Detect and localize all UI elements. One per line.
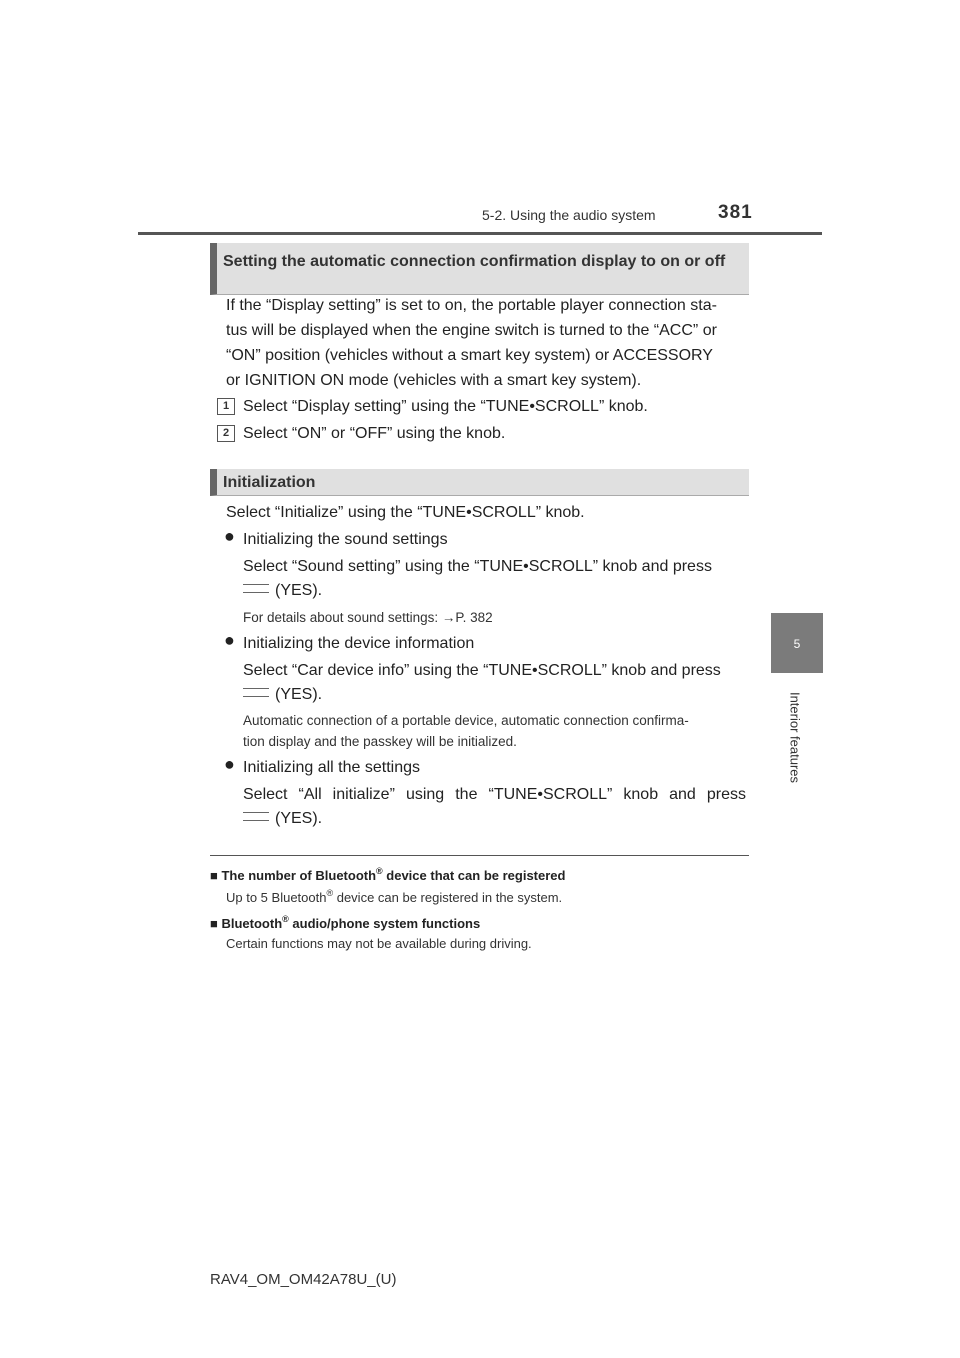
step-number-badge: 1 xyxy=(217,398,235,415)
note-marker-icon: ■ xyxy=(210,916,218,931)
item-instruction-end: (YES). xyxy=(275,686,323,703)
note-title: ■ Bluetooth® audio/phone system functions xyxy=(210,914,481,931)
item-title: Initializing the device information xyxy=(243,635,475,652)
section-heading-initialization: Initialization xyxy=(210,469,749,496)
page-number: 381 xyxy=(718,202,753,223)
item-note: For details about sound settings: →P. 382 xyxy=(243,610,493,625)
initialization-intro: Select “Initialize” using the “TUNE•SCROLL” knob. xyxy=(226,504,585,521)
bullet-icon: ● xyxy=(224,630,235,650)
item-note: tion display and the passkey will be initialized. xyxy=(243,734,517,749)
bullet-icon: ● xyxy=(224,754,235,774)
chapter-tab-label: Interior features xyxy=(787,691,803,784)
intro-line: or IGNITION ON mode (vehicles with a smart key system). xyxy=(226,372,642,389)
item-title: Initializing all the settings xyxy=(243,759,420,776)
bullet-icon: ● xyxy=(224,526,235,546)
notes-divider xyxy=(210,855,749,856)
document-code-footer: RAV4_OM_OM42A78U_(U) xyxy=(210,1271,397,1288)
intro-line: If the “Display setting” is set to on, the portable player connection sta- xyxy=(226,297,717,314)
yes-button-icon xyxy=(243,812,269,821)
step-number-badge: 2 xyxy=(217,425,235,442)
item-instruction: Select “Car device info” using the “TUNE•SCROLL” knob and press xyxy=(243,662,721,679)
step-text: Select “Display setting” using the “TUNE•SCROLL” knob. xyxy=(243,398,648,415)
intro-line: “ON” position (vehicles without a smart key system) or ACCESSORY xyxy=(226,347,713,364)
step-text: Select “ON” or “OFF” using the knob. xyxy=(243,425,506,442)
intro-line: tus will be displayed when the engine switch is turned to the “ACC” or xyxy=(226,322,717,339)
note-body: Up to 5 Bluetooth® device can be registered in the system. xyxy=(226,888,563,905)
item-instruction: Select “Sound setting” using the “TUNE•SCROLL” knob and press xyxy=(243,558,712,575)
section-heading-display-setting: Setting the automatic connection confirmation display to on or off xyxy=(210,243,749,295)
note-body: Certain functions may not be available during driving. xyxy=(226,936,532,951)
chapter-tab xyxy=(771,613,823,673)
yes-button-icon xyxy=(243,688,269,697)
note-title: ■ The number of Bluetooth® device that can be registered xyxy=(210,866,566,883)
item-title: Initializing the sound settings xyxy=(243,531,448,548)
yes-button-icon xyxy=(243,584,269,593)
item-instruction-end: (YES). xyxy=(275,810,323,827)
note-marker-icon: ■ xyxy=(210,868,218,883)
running-header-section: 5-2. Using the audio system xyxy=(482,207,656,223)
item-note: Automatic connection of a portable device, automatic connection confirma- xyxy=(243,713,689,728)
chapter-tab-number: 5 xyxy=(793,637,801,651)
item-instruction: Select “All initialize” using the “TUNE•SCROLL” knob and press xyxy=(243,786,746,803)
item-instruction-end: (YES). xyxy=(275,582,323,599)
header-divider xyxy=(138,232,822,235)
